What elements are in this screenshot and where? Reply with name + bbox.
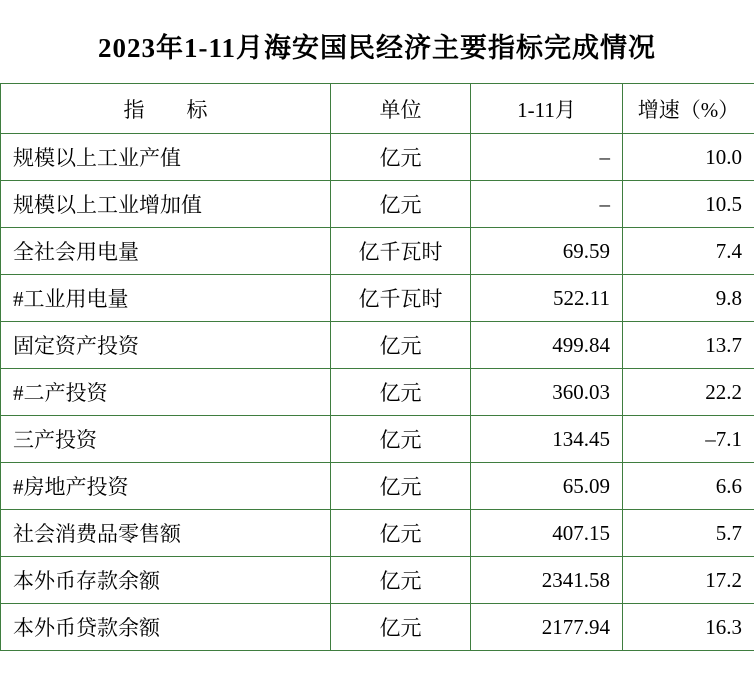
table-header-row <box>1 84 754 134</box>
row-value: 2341.58 <box>471 557 623 604</box>
table-row <box>1 134 754 181</box>
row-indicator-name: 社会消费品零售额 <box>1 510 331 557</box>
table-row <box>1 275 754 322</box>
table-body <box>1 84 754 651</box>
row-indicator-name: #房地产投资 <box>1 463 331 510</box>
row-value: 65.09 <box>471 463 623 510</box>
row-unit: 亿元 <box>331 322 471 369</box>
header-indicator: 指 标 <box>1 84 331 134</box>
row-indicator-name: 本外币存款余额 <box>1 557 331 604</box>
row-unit: 亿元 <box>331 369 471 416</box>
row-unit: 亿元 <box>331 416 471 463</box>
row-unit: 亿元 <box>331 510 471 557</box>
row-value: 134.45 <box>471 416 623 463</box>
row-growth: 5.7 <box>623 510 754 557</box>
row-growth: 7.4 <box>623 228 754 275</box>
row-growth: 10.5 <box>623 181 754 228</box>
table-row <box>1 510 754 557</box>
row-value: 522.11 <box>471 275 623 322</box>
row-growth: 6.6 <box>623 463 754 510</box>
table-row <box>1 604 754 651</box>
header-unit: 单位 <box>331 84 471 134</box>
row-indicator-name: 规模以上工业产值 <box>1 134 331 181</box>
row-unit: 亿元 <box>331 604 471 651</box>
table-row <box>1 322 754 369</box>
table-row <box>1 557 754 604</box>
row-value: 69.59 <box>471 228 623 275</box>
row-growth: 10.0 <box>623 134 754 181</box>
table-row <box>1 416 754 463</box>
row-value: 499.84 <box>471 322 623 369</box>
row-unit: 亿元 <box>331 181 471 228</box>
row-unit: 亿元 <box>331 463 471 510</box>
row-value: 360.03 <box>471 369 623 416</box>
row-indicator-name: 全社会用电量 <box>1 228 331 275</box>
row-unit: 亿元 <box>331 134 471 181</box>
row-unit: 亿千瓦时 <box>331 275 471 322</box>
row-growth: 16.3 <box>623 604 754 651</box>
row-growth: 9.8 <box>623 275 754 322</box>
header-period: 1-11月 <box>471 84 623 134</box>
row-value: – <box>471 134 623 181</box>
row-value: 2177.94 <box>471 604 623 651</box>
table-row <box>1 228 754 275</box>
row-growth: 17.2 <box>623 557 754 604</box>
header-growth: 增速（%） <box>623 84 754 134</box>
row-value: – <box>471 181 623 228</box>
economic-indicators-table <box>0 83 754 651</box>
row-indicator-name: 三产投资 <box>1 416 331 463</box>
row-growth: 13.7 <box>623 322 754 369</box>
row-indicator-name: #二产投资 <box>1 369 331 416</box>
table-row <box>1 463 754 510</box>
row-indicator-name: #工业用电量 <box>1 275 331 322</box>
row-indicator-name: 规模以上工业增加值 <box>1 181 331 228</box>
page-title: 2023年1-11月海安国民经济主要指标完成情况 <box>97 33 656 63</box>
row-growth: 22.2 <box>623 369 754 416</box>
row-unit: 亿元 <box>331 557 471 604</box>
row-indicator-name: 固定资产投资 <box>1 322 331 369</box>
row-value: 407.15 <box>471 510 623 557</box>
table-row <box>1 369 754 416</box>
row-growth: –7.1 <box>623 416 754 463</box>
table-row <box>1 181 754 228</box>
row-unit: 亿千瓦时 <box>331 228 471 275</box>
row-indicator-name: 本外币贷款余额 <box>1 604 331 651</box>
